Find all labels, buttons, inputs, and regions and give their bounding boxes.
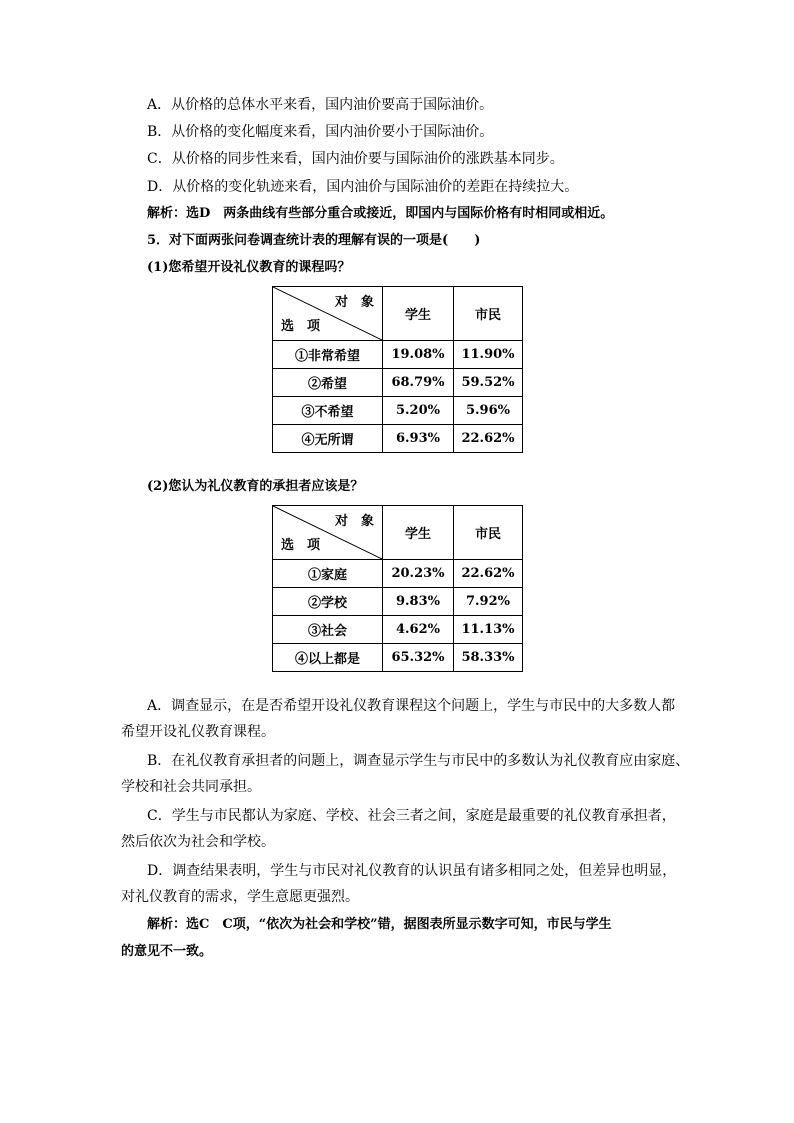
row-student-value: 68.79% [383, 369, 454, 397]
row-citizen-value: 59.52% [454, 369, 523, 397]
table-row [273, 341, 523, 369]
row-option: ④以上都是 [273, 644, 383, 672]
option-a-line2: 希望开设礼仪教育课程。 [121, 724, 275, 740]
header-object-label: 对 象 [334, 295, 374, 310]
row-option: ①家庭 [273, 560, 383, 588]
table-row [273, 560, 523, 588]
row-citizen-value: 11.13% [454, 616, 523, 644]
option-b-prev: B．从价格的变化幅度来看，国内油价要小于国际油价。 [147, 124, 494, 140]
table-header-row [273, 506, 523, 560]
row-student-value: 5.20% [383, 397, 454, 425]
analysis-line2: 的意见不一致。 [121, 944, 213, 959]
row-student-value: 65.32% [383, 644, 454, 672]
table-row [273, 425, 523, 453]
analysis-prev: 解析：选D 两条曲线有些部分重合或接近，即国内与国际价格有时相同或相近。 [147, 206, 614, 221]
row-student-value: 19.08% [383, 341, 454, 369]
row-citizen-value: 5.96% [454, 397, 523, 425]
option-c-prev: C．从价格的同步性来看，国内油价要与国际油价的涨跌基本同步。 [147, 151, 564, 167]
table-row [273, 588, 523, 616]
option-c-line1: C．学生与市民都认为家庭、学校、社会三者之间，家庭是最重要的礼仪教育承担者， [147, 808, 676, 824]
survey-table-1 [272, 286, 523, 453]
row-student-value: 9.83% [383, 588, 454, 616]
table-row [273, 397, 523, 425]
row-citizen-value: 7.92% [454, 588, 523, 616]
row-option: ③不希望 [273, 397, 383, 425]
row-option: ③社会 [273, 616, 383, 644]
table-row [273, 644, 523, 672]
header-object-label: 对 象 [334, 514, 374, 529]
option-b-line2: 学校和社会共同承担。 [121, 779, 261, 795]
option-d-line1: D．调查结果表明，学生与市民对礼仪教育的认识虽有诸多相同之处，但差异也明显， [147, 863, 677, 879]
option-a-line1: A．调查显示，在是否希望开设礼仪教育课程这个问题上，学生与市民中的大多数人都 [147, 698, 676, 714]
option-d-prev: D．从价格的变化轨迹来看，国内油价与国际油价的差距在持续拉大。 [147, 179, 579, 195]
header-citizen: 市民 [454, 287, 523, 341]
row-option: ②希望 [273, 369, 383, 397]
header-student: 学生 [383, 287, 454, 341]
question-5-stem: 5．对下面两张问卷调查统计表的理解有误的一项是( ) [147, 233, 481, 248]
header-option-label: 选 项 [281, 538, 321, 553]
row-citizen-value: 58.33% [454, 644, 523, 672]
table-header-row [273, 287, 523, 341]
row-citizen-value: 11.90% [454, 341, 523, 369]
row-citizen-value: 22.62% [454, 560, 523, 588]
row-student-value: 4.62% [383, 616, 454, 644]
table-row [273, 369, 523, 397]
analysis-line1: 解析：选C C项，“依次为社会和学校”错，据图表所显示数字可知，市民与学生 [147, 917, 612, 932]
header-citizen: 市民 [454, 506, 523, 560]
question-5-table1-title: (1)您希望开设礼仪教育的课程吗？ [147, 260, 351, 275]
diagonal-header-cell [273, 287, 383, 341]
question-5-table2-title: (2)您认为礼仪教育的承担者应该是？ [147, 479, 364, 494]
survey-table-2 [272, 505, 523, 672]
table-row [273, 616, 523, 644]
option-d-line2: 对礼仪教育的需求，学生意愿更强烈。 [121, 889, 359, 905]
row-option: ①非常希望 [273, 341, 383, 369]
option-c-line2: 然后依次为社会和学校。 [121, 834, 275, 850]
row-citizen-value: 22.62% [454, 425, 523, 453]
row-option: ②学校 [273, 588, 383, 616]
option-b-line1: B．在礼仪教育承担者的问题上，调查显示学生与市民中的多数认为礼仪教育应由家庭、 [147, 753, 690, 769]
row-student-value: 6.93% [383, 425, 454, 453]
header-option-label: 选 项 [281, 319, 321, 334]
row-option: ④无所谓 [273, 425, 383, 453]
row-student-value: 20.23% [383, 560, 454, 588]
diagonal-header-cell [273, 506, 383, 560]
option-a-prev: A．从价格的总体水平来看，国内油价要高于国际油价。 [147, 97, 494, 113]
header-student: 学生 [383, 506, 454, 560]
